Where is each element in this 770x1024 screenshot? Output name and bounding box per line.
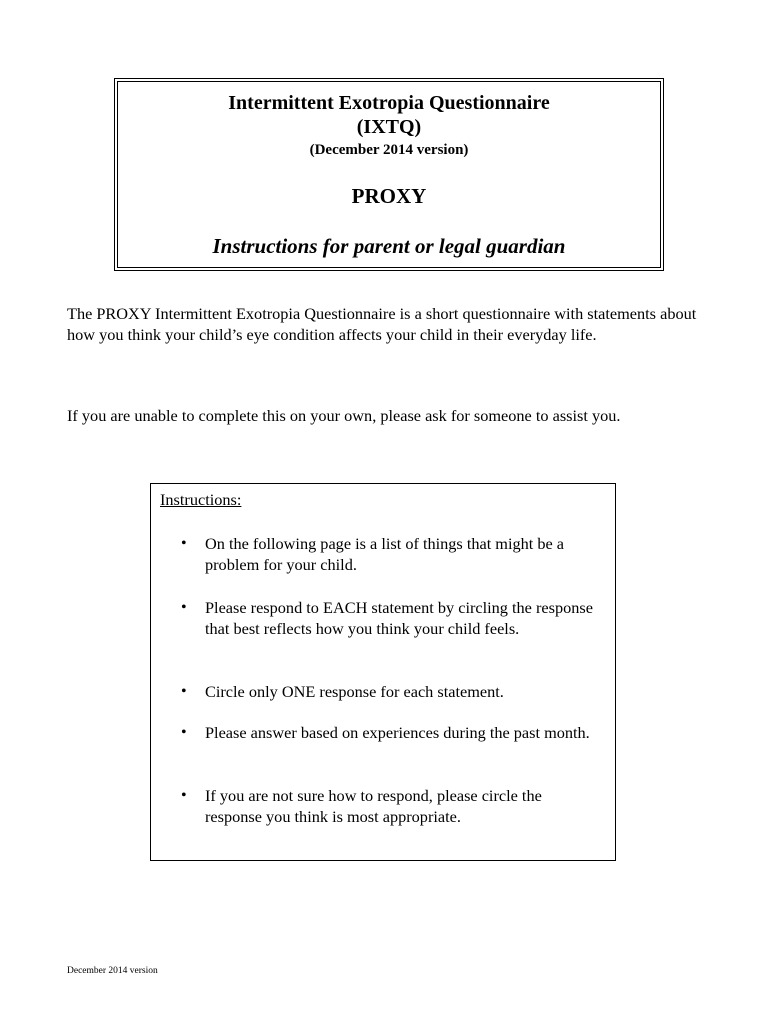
questionnaire-title: Intermittent Exotropia Questionnaire: [228, 92, 550, 114]
bullet-icon: •: [181, 683, 187, 700]
instructions-subtitle: Instructions for parent or legal guardian: [212, 234, 566, 258]
instructions-box: [150, 483, 616, 861]
instruction-text: Circle only ONE response for each statement.: [205, 682, 504, 701]
instructions-heading: Instructions:: [160, 490, 242, 509]
bullet-icon: •: [181, 599, 187, 616]
version-label: (December 2014 version): [309, 142, 469, 158]
bullet-icon: •: [181, 535, 187, 552]
form-type-label: PROXY: [351, 184, 427, 208]
questionnaire-abbreviation: (IXTQ): [356, 116, 422, 138]
assistance-paragraph: If you are unable to complete this on your own, please ask for someone to assist you.: [67, 406, 621, 425]
instruction-text: On the following page is a list of things that might be a problem for your child.: [205, 534, 565, 574]
instruction-text: Please answer based on experiences during the past month.: [205, 723, 590, 742]
intro-paragraph: The PROXY Intermittent Exotropia Questionnaire is a short questionnaire with statements about how you think your child’s eye condition affects your child in their everyday life.: [67, 304, 697, 344]
instruction-text: Please respond to EACH statement by circling the response that best reflects how you think your child feels.: [205, 598, 593, 638]
bullet-icon: •: [181, 787, 187, 804]
bullet-icon: •: [181, 724, 187, 741]
title-box: [114, 78, 664, 271]
footer-version: December 2014 version: [67, 966, 158, 976]
instruction-text: If you are not sure how to respond, please circle the response you think is most appropriate.: [205, 786, 542, 826]
